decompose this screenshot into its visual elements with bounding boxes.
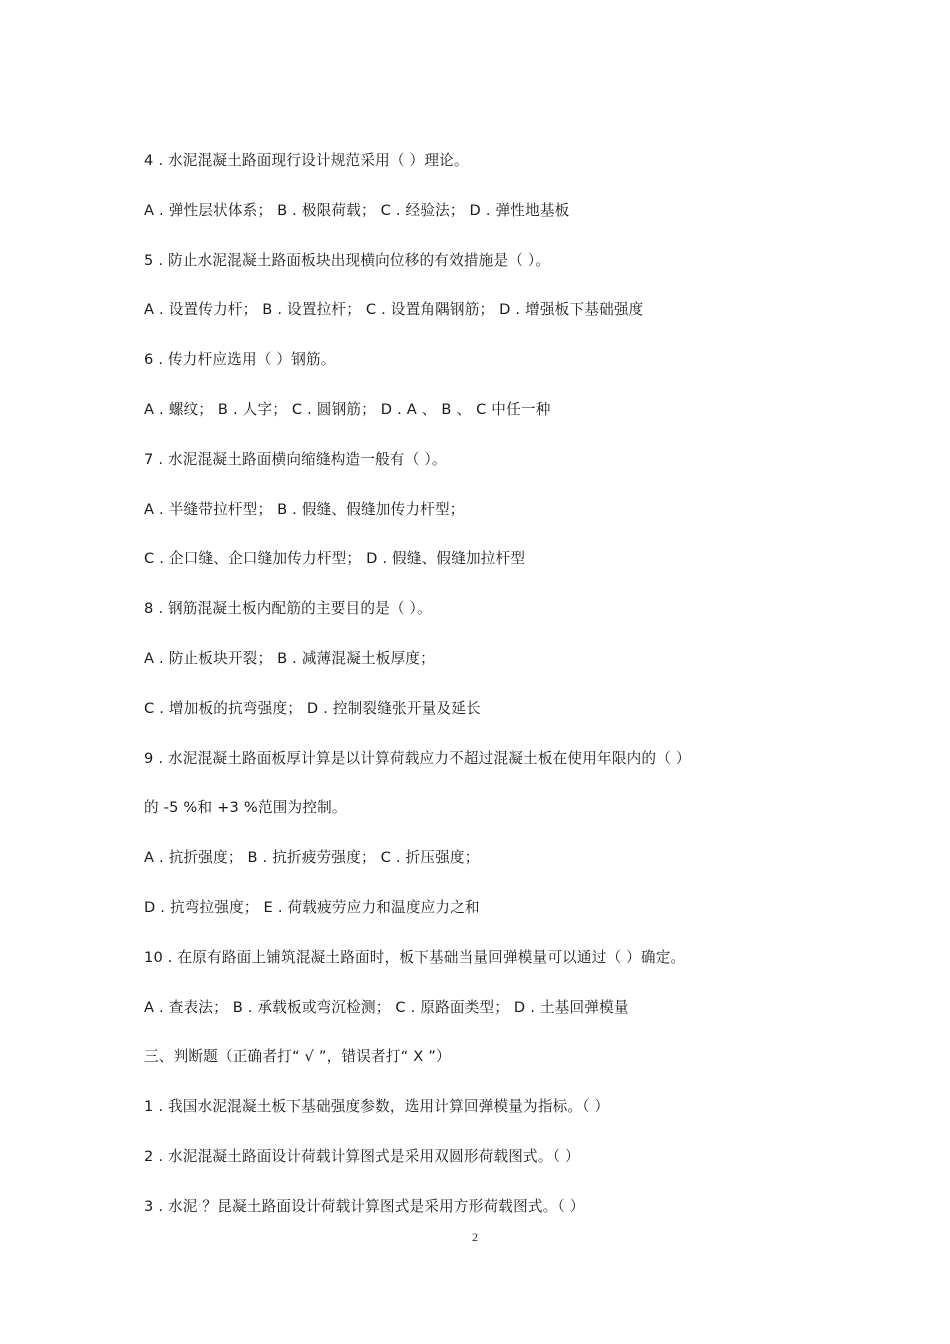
question-7-options-2: C . 企口缝、企口缝加传力杆型； D . 假缝、假缝加拉杆型 (144, 550, 526, 568)
question-5-options: A . 设置传力杆； B . 设置拉杆； C . 设置角隅钢筋； D . 增强板下基础强度 (144, 301, 644, 319)
section-heading-true-false: 三、判断题（正确者打“ √ ”，错误者打“ X ”） (144, 1048, 451, 1066)
page-number: 2 (472, 1230, 478, 1244)
question-7-options-1: A . 半缝带拉杆型； B . 假缝、假缝加传力杆型； (144, 500, 465, 518)
true-false-item-1: 1 . 我国水泥混凝土板下基础强度参数，选用计算回弹模量为指标。（ ） (144, 1098, 610, 1116)
question-6: 6 . 传力杆应选用（ ）钢筋。 (144, 351, 336, 369)
question-9-options-2: D . 抗弯拉强度； E . 荷载疲劳应力和温度应力之和 (144, 898, 480, 916)
document-body (144, 150, 864, 1246)
question-8-options-1: A . 防止板块开裂； B . 减薄混凝土板厚度； (144, 649, 435, 667)
question-7: 7 . 水泥混凝土路面横向缩缝构造一般有（ ）。 (144, 450, 447, 468)
question-9-options-1: A . 抗折强度； B . 抗折疲劳强度； C . 折压强度； (144, 849, 480, 867)
question-9-continued: 的 -5 %和 +3 %范围为控制。 (144, 799, 347, 817)
true-false-item-2: 2 . 水泥混凝土路面设计荷载计算图式是采用双圆形荷载图式。（ ） (144, 1147, 580, 1165)
question-4: 4 . 水泥混凝土路面现行设计规范采用（ ）理论。 (144, 152, 469, 169)
question-6-options: A . 螺纹； B . 人字； C . 圆钢筋； D . A 、 B 、 C 中任一种 (144, 400, 551, 418)
question-8-options-2: C . 增加板的抗弯强度； D . 控制裂缝张开量及延长 (144, 699, 481, 717)
question-9: 9 . 水泥混凝土路面板厚计算是以计算荷载应力不超过混凝土板在使用年限内的（ ） (144, 749, 691, 767)
question-8: 8 . 钢筋混凝土板内配筋的主要目的是（ ）。 (144, 600, 432, 618)
question-10-options: A . 查表法； B . 承载板或弯沉检测； C . 原路面类型； D . 土基回弹模量 (144, 998, 629, 1016)
question-4-options: A . 弹性层状体系； B . 极限荷载； C . 经验法； D . 弹性地基板 (144, 201, 570, 219)
question-10: 10 . 在原有路面上铺筑混凝土路面时，板下基础当量回弹模量可以通过（ ）确定。 (144, 948, 686, 966)
true-false-item-3: 3 . 水泥 ？昆凝土路面设计荷载计算图式是采用方形荷载图式。（ ） (144, 1197, 585, 1215)
question-5: 5 . 防止水泥混凝土路面板块出现横向位移的有效措施是（ ）。 (144, 251, 551, 269)
